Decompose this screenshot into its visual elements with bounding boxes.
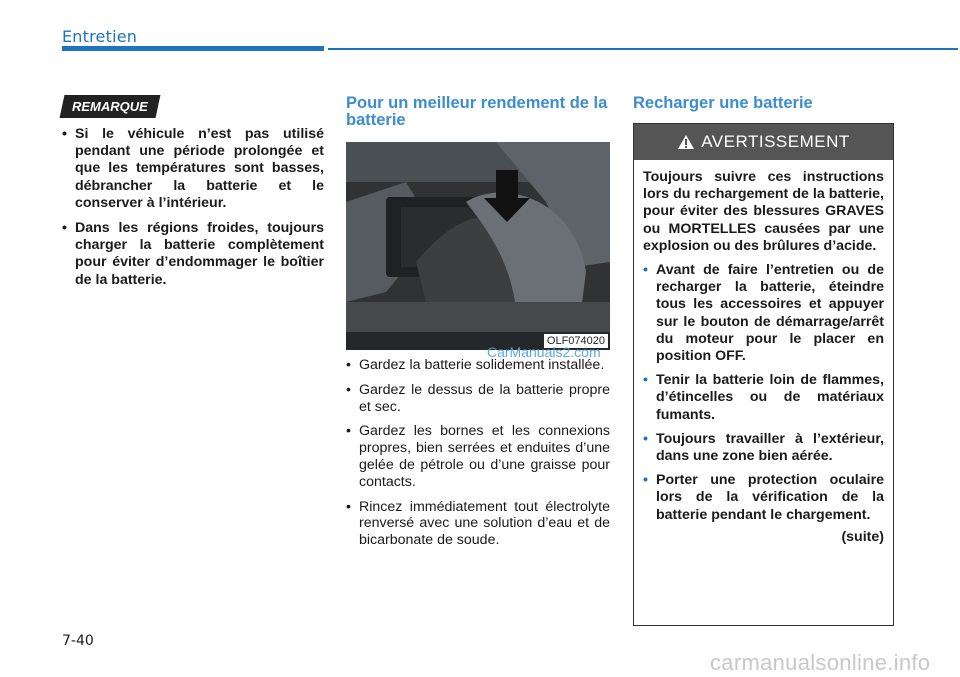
charging-heading: Recharger une batterie (633, 94, 813, 112)
charging-column (633, 95, 895, 112)
performance-column (346, 95, 610, 129)
warning-item: • Tenir la batterie loin de flammes, d’étincelles ou de matériaux fumants. (643, 372, 884, 423)
battery-photo (346, 142, 610, 350)
warning-item: • Avant de faire l’entretien ou de recharger la batterie, éteindre tous les accessoires et appuyer sur le bouton de démarrage/arrêt du moteur pour le placer en position OFF. (643, 262, 884, 365)
warning-intro: Toujours suivre ces instructions lors du rechargement de la batterie, pour éviter des blessures GRAVES ou MORTELLES causées par une explosion ou des brûlures d’acide. (643, 169, 884, 254)
performance-heading: Pour un meilleur rendement de la batterie (346, 94, 608, 129)
warning-header (634, 124, 893, 160)
warning-box (633, 123, 894, 626)
note-badge: REMARQUE (60, 95, 161, 118)
engine-bay-illustration (346, 142, 610, 350)
watermark-bottom: carmanualsonline.info (710, 650, 931, 675)
performance-list (346, 357, 610, 557)
section-title: Entretien (62, 27, 138, 46)
header-rule-thin (328, 48, 958, 50)
note-item: • Dans les régions froides, toujours charger la batterie complètement pour éviter d’endommager le boîtier de la batterie. (62, 220, 324, 288)
page-number: 7-40 (62, 633, 94, 649)
continued-label: (suite) (841, 528, 884, 545)
warning-item: • Toujours travailler à l’extérieur, dans une zone bien aérée. (643, 430, 884, 465)
note-item: • Si le véhicule n’est pas utilisé pendant une période prolongée et que les températures sont basses, débrancher la batterie et le conserver à l’intérieur. (62, 126, 324, 211)
list-item: • Gardez la batterie solidement installée. (346, 357, 605, 373)
list-item: • Gardez le dessus de la batterie propre et sec. (346, 381, 610, 415)
list-item: • Rincez immédiatement tout électrolyte renversé avec une solution d’eau et de bicarbonate de soude. (346, 498, 610, 549)
warning-item: • Porter une protection oculaire lors de la vérification de la batterie pendant le chargement. (643, 472, 884, 523)
watermark-center: CarManuals2.com (487, 344, 601, 360)
note-column (62, 126, 324, 297)
warning-triangle-icon (677, 134, 695, 150)
image-code: OLF074020 (544, 334, 608, 348)
header-rule-thick (62, 46, 324, 51)
list-item: • Gardez les bornes et les connexions propres, bien serrées et enduites d’une gelée de pétrole ou d’une graisse pour contacts. (346, 423, 610, 490)
warning-label: AVERTISSEMENT (701, 132, 850, 151)
